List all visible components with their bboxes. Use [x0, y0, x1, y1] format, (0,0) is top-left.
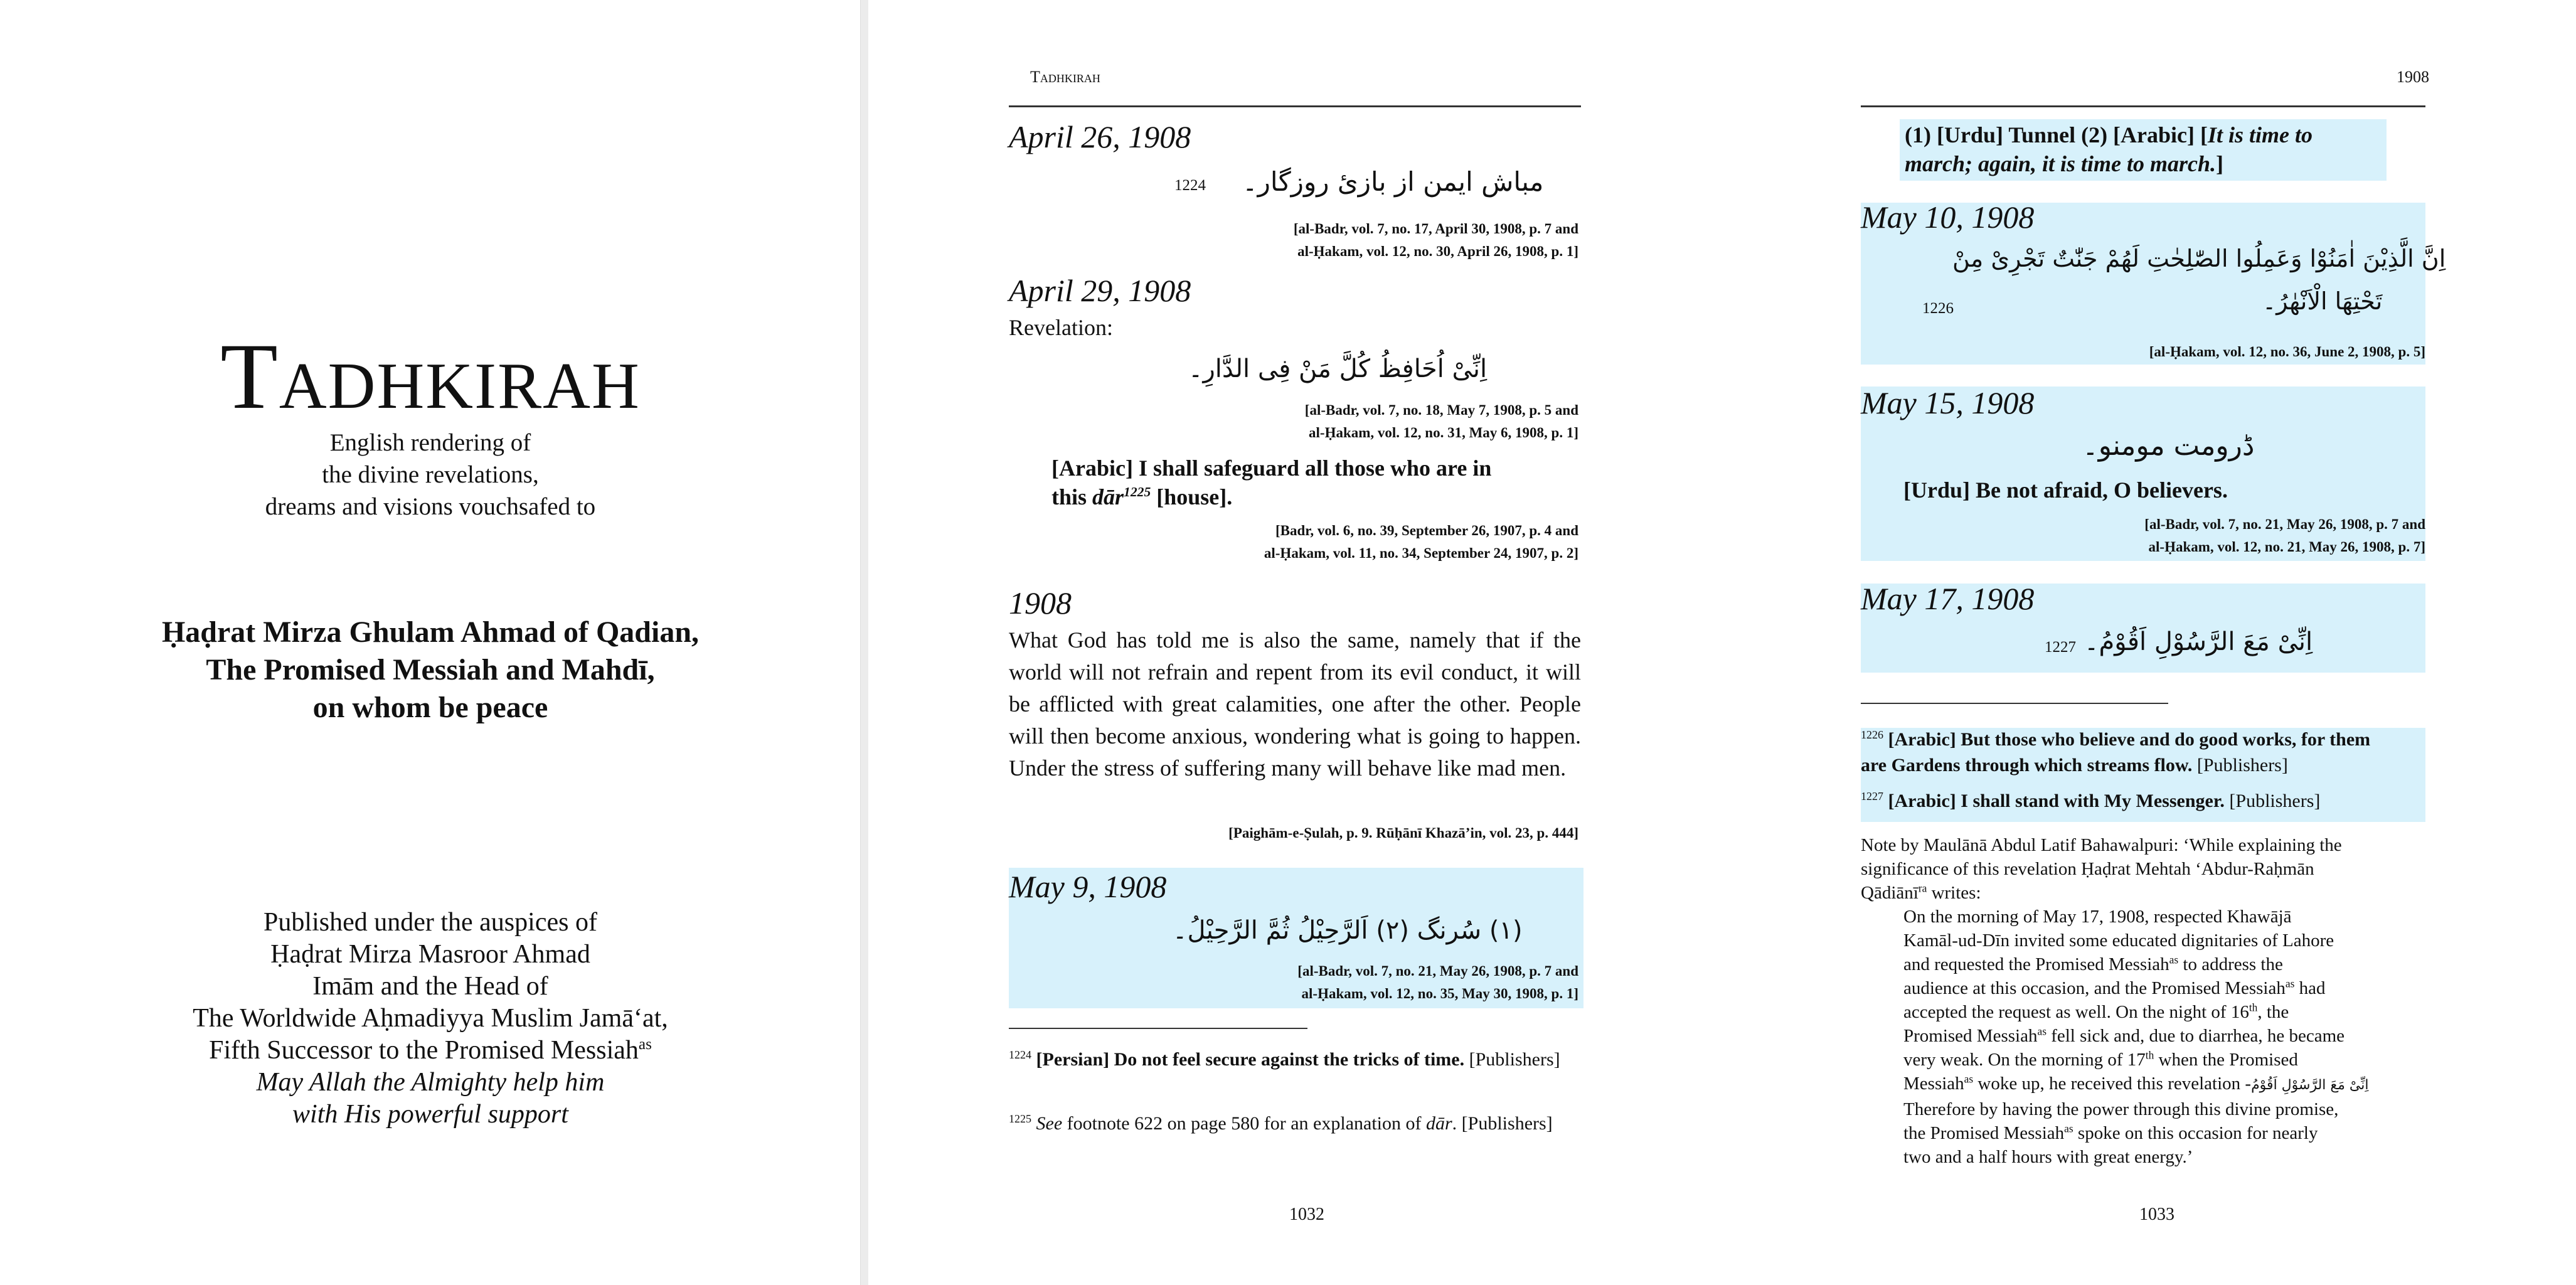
footnote-rule: [1009, 1028, 1307, 1029]
footnote-translation: [Persian] Do not feel secure against the tricks of time.: [1036, 1049, 1465, 1070]
quote-fragment: very weak. On the morning of 17: [1903, 1050, 2146, 1070]
footnote-publishers: [Publishers]: [1469, 1049, 1560, 1070]
reference-line: al-Ḥakam, vol. 12, no. 30, April 26, 1908, p. 1]: [1297, 243, 1578, 259]
honorific-superscript: as: [2169, 953, 2179, 966]
footnote-publishers: [Publishers]: [1461, 1113, 1553, 1134]
footnote-see: See: [1036, 1113, 1063, 1134]
reference-line: al-Ḥakam, vol. 12, no. 35, May 30, 1908, p. 1]: [1301, 986, 1578, 1001]
footnote-publishers: [Publishers]: [2224, 791, 2321, 811]
cover-author-line: The Promised Messiah and Mahdī,: [206, 653, 655, 686]
footnote-1225: [1009, 1111, 1581, 1136]
ordinal-superscript: th: [2145, 1048, 2154, 1062]
cover-publisher-line: [0, 1035, 861, 1067]
translation-fragment: (1) [Urdu] Tunnel (2) [Arabic] [: [1905, 122, 2208, 147]
editor-note: [1861, 833, 2425, 905]
translation-text: [1051, 454, 1541, 511]
page-number-left: 1032: [1289, 1205, 1324, 1224]
page-number-right: 1033: [2139, 1205, 2174, 1224]
running-head-right: 1908: [2397, 68, 2429, 86]
footnote-number: 1224: [1009, 1048, 1031, 1061]
inline-arabic: اِنِّیْ مَعَ الرَّسُوْلِ اَقُوْمُ: [2251, 1077, 2369, 1093]
translation-line: [1905, 149, 2382, 178]
footnote-translation: [Arabic] I shall stand with My Messenger.: [1888, 791, 2225, 811]
running-head-rule: [1861, 105, 2425, 107]
quote-line: [1903, 976, 2380, 1000]
translation-text: [1905, 120, 2382, 178]
note-line: Note by Maulānā Abdul Latif Bahawalpuri: ‘While explaining the: [1861, 835, 2342, 855]
entry-date: 1908: [1009, 585, 1072, 621]
footnote-translation: [Arabic] But those who believe and do good works, for them: [1888, 729, 2371, 750]
cover-publisher-line: The Worldwide Aḥmadiyya Muslim Jamā‘at,: [193, 1004, 668, 1033]
entry-date: May 9, 1908: [1009, 869, 1167, 904]
quote-line: Therefore by having the power through this divine promise,: [1903, 1099, 2339, 1119]
reference-line: [al-Badr, vol. 7, no. 21, May 26, 1908, p. 7 and: [2144, 516, 2425, 532]
note-fragment: Qādiānī: [1861, 883, 1919, 903]
honorific-superscript: ra: [1918, 882, 1927, 895]
translation-line: [1051, 483, 1541, 511]
source-reference: [Paighām-e-Ṣulah, p. 9. Rūḥānī Khazā’in, vol. 23, p. 444]: [1228, 825, 1578, 841]
arabic-revelation: تَحْتِھَا الْاَنْھٰرُ۔: [2262, 287, 2383, 315]
footnote-marker: 1226: [1922, 300, 1954, 317]
footnote-italic-word: dār: [1425, 1113, 1452, 1134]
quote-fragment: and requested the Promised Messiah: [1903, 954, 2169, 974]
footnote-1227: [1861, 788, 2425, 814]
quote-line: [1903, 1072, 2380, 1097]
reference-line: [Badr, vol. 6, no. 39, September 26, 1907, p. 4 and: [1275, 523, 1578, 538]
translation-italic: march; again, it is time to march.: [1905, 151, 2217, 176]
honorific-superscript: as: [638, 1036, 652, 1053]
quote-line: [1903, 952, 2380, 976]
footnote-marker: 1227: [2045, 639, 2076, 656]
footnote-number: 1227: [1861, 790, 1883, 802]
quote-fragment: woke up, he received this revelation -: [1973, 1074, 2252, 1094]
translation-text: [Urdu] Be not afraid, O believers.: [1903, 477, 2228, 503]
translation-line: [1905, 120, 2382, 149]
entry-date: April 26, 1908: [1009, 119, 1191, 154]
cover-prayer-line: May Allah the Almighty help him: [256, 1068, 605, 1097]
arabic-revelation: اِنَّ الَّذِیْنَ اٰمَنُوْا وَعَمِلُوا الصّٰلِحٰتِ لَھُمْ جَنّٰتٌ تَجْرِیْ مِنْ: [1952, 245, 2446, 272]
quote-line: [1903, 1048, 2380, 1072]
revelation-label: Revelation:: [1009, 315, 1113, 340]
cover-subtitle: [0, 427, 861, 523]
reference-line: al-Ḥakam, vol. 12, no. 31, May 6, 1908, p. 1]: [1309, 425, 1578, 440]
source-reference: [1297, 960, 1578, 1005]
footnote-line: [1861, 727, 2425, 752]
source-reference: [1305, 399, 1578, 444]
quote-line: [1903, 1024, 2380, 1048]
cover-publisher: [0, 907, 861, 1131]
arabic-revelation: مباش ایمن از بازیٔ روزگار۔: [1242, 166, 1544, 197]
cover-prayer-line: with His powerful support: [292, 1100, 568, 1129]
reference-line: [al-Badr, vol. 7, no. 18, May 7, 1908, p. 5 and: [1304, 402, 1578, 418]
cover-successor-text: Fifth Successor to the Promised Messiah: [209, 1036, 639, 1065]
running-head-left: Tadhkirah: [1030, 68, 1100, 86]
entry-date: May 15, 1908: [1861, 385, 2035, 420]
cover-subtitle-line: dreams and visions vouchsafed to: [265, 493, 596, 520]
translation-fragment: [house].: [1151, 484, 1233, 509]
quote-fragment: audience at this occasion, and the Promised Messiah: [1903, 978, 2286, 998]
source-reference: [al-Ḥakam, vol. 12, no. 36, June 2, 1908, p. 5]: [2149, 344, 2425, 360]
footnote-number: 1226: [1861, 728, 1883, 741]
quote-line: Kamāl-ud-Dīn invited some educated dignitaries of Lahore: [1903, 930, 2334, 951]
footnote-marker: 1225: [1124, 484, 1151, 499]
cover-subtitle-line: the divine revelations,: [322, 461, 539, 488]
honorific-superscript: as: [1964, 1072, 1974, 1085]
footnote-text: .: [1452, 1113, 1457, 1134]
quote-line: two and a half hours with great energy.’: [1903, 1147, 2193, 1167]
note-line: [1861, 881, 2425, 905]
body-paragraph: What God has told me is also the same, namely that if the world will not refrain and repent from its evil conduct, it will be afflicted with great calamities, one after the other. People will then become anxious, wondering what is going to happen. Under the stress of suffering many will behave like mad men.: [1009, 627, 1581, 781]
quote-fragment: , the: [2257, 1002, 2289, 1022]
quote-fragment: to address the: [2178, 954, 2283, 974]
reference-line: al-Ḥakam, vol. 12, no. 21, May 26, 1908, p. 7]: [2148, 539, 2425, 555]
honorific-superscript: as: [2064, 1122, 2073, 1135]
quote-line: On the morning of May 17, 1908, respected Khawājā: [1903, 907, 2292, 927]
translation-italic-word: dār: [1092, 484, 1124, 509]
footnote-rule: [1861, 703, 2168, 704]
ordinal-superscript: th: [2249, 1001, 2258, 1014]
entry-date: April 29, 1908: [1009, 273, 1191, 308]
footnote-1226: [1861, 727, 2425, 778]
arabic-revelation: ڈرومت مومنو۔: [2082, 430, 2255, 462]
entry-date: May 17, 1908: [1861, 581, 2035, 616]
footnote-number: 1225: [1009, 1112, 1031, 1125]
source-reference: [2144, 513, 2425, 558]
cover-publisher-line: Imām and the Head of: [312, 972, 548, 1001]
block-quote: [1903, 905, 2380, 1169]
reference-line: [al-Badr, vol. 7, no. 17, April 30, 1908, p. 7 and: [1293, 221, 1578, 237]
footnote-publishers: [Publishers]: [2192, 755, 2288, 776]
footnote-1224: [1009, 1047, 1581, 1072]
cover-publisher-line: Published under the auspices of: [263, 908, 597, 937]
honorific-superscript: as: [2037, 1025, 2046, 1038]
quote-fragment: fell sick and, due to diarrhea, he became: [2046, 1026, 2345, 1046]
cover-title: Tadhkirah: [220, 324, 641, 429]
source-reference: [1294, 218, 1578, 263]
cover-author: [0, 614, 861, 727]
quote-fragment: Promised Messiah: [1903, 1026, 2038, 1046]
book-spread: [868, 0, 2576, 1285]
footnote-marker: 1224: [1174, 177, 1206, 194]
translation-fragment: this: [1051, 484, 1093, 509]
quote-line: [1903, 1121, 2380, 1145]
quote-fragment: Messiah: [1903, 1074, 1964, 1094]
arabic-revelation: اِنِّیْ مَعَ الرَّسُوْلِ اَقُوْمُ۔: [2084, 627, 2313, 656]
translation-fragment: ]: [2216, 151, 2224, 176]
quote-line: [1903, 1000, 2380, 1024]
translation-italic: It is time to: [2208, 122, 2313, 147]
note-fragment: writes:: [1927, 883, 1981, 903]
reference-line: [al-Badr, vol. 7, no. 21, May 26, 1908, p. 7 and: [1297, 963, 1578, 979]
footnote-translation: are Gardens through which streams flow.: [1861, 755, 2193, 776]
reference-line: al-Ḥakam, vol. 11, no. 34, September 24, 1907, p. 2]: [1264, 545, 1578, 561]
quote-fragment: spoke on this occasion for nearly: [2073, 1123, 2318, 1143]
cover-subtitle-line: English rendering of: [329, 429, 531, 456]
arabic-revelation: اِنِّیْ اُحَافِظُ کُلَّ مَنْ فِی الدَّارِ۔: [1188, 355, 1488, 383]
footnote-line: [1861, 752, 2425, 778]
quote-fragment: when the Promised: [2154, 1050, 2298, 1070]
cover-author-line: on whom be peace: [312, 691, 548, 724]
cover-page: [0, 0, 861, 1285]
honorific-superscript: as: [2285, 977, 2295, 990]
note-line: significance of this revelation Ḥaḍrat Mehtah ‘Abdur-Raḥmān: [1861, 859, 2314, 879]
entry-date: May 10, 1908: [1861, 200, 2035, 235]
quote-fragment: accepted the request as well. On the night of 16: [1903, 1002, 2249, 1022]
running-head-rule: [1009, 105, 1581, 107]
cover-publisher-line: Ḥaḍrat Mirza Masroor Ahmad: [270, 940, 590, 969]
footnote-text: footnote 622 on page 580 for an explanation of: [1062, 1113, 1426, 1134]
quote-fragment: the Promised Messiah: [1903, 1123, 2065, 1143]
quote-fragment: had: [2294, 978, 2326, 998]
arabic-revelation: (۱) سُرنگ (۲) اَلرَّحِیْلُ ثُمَّ الرَّحِیْلُ۔: [1173, 916, 1523, 945]
source-reference: [1264, 520, 1578, 565]
translation-line: [Arabic] I shall safeguard all those who are in: [1051, 456, 1492, 481]
cover-author-line: Ḥaḍrat Mirza Ghulam Ahmad of Qadian,: [161, 616, 700, 649]
